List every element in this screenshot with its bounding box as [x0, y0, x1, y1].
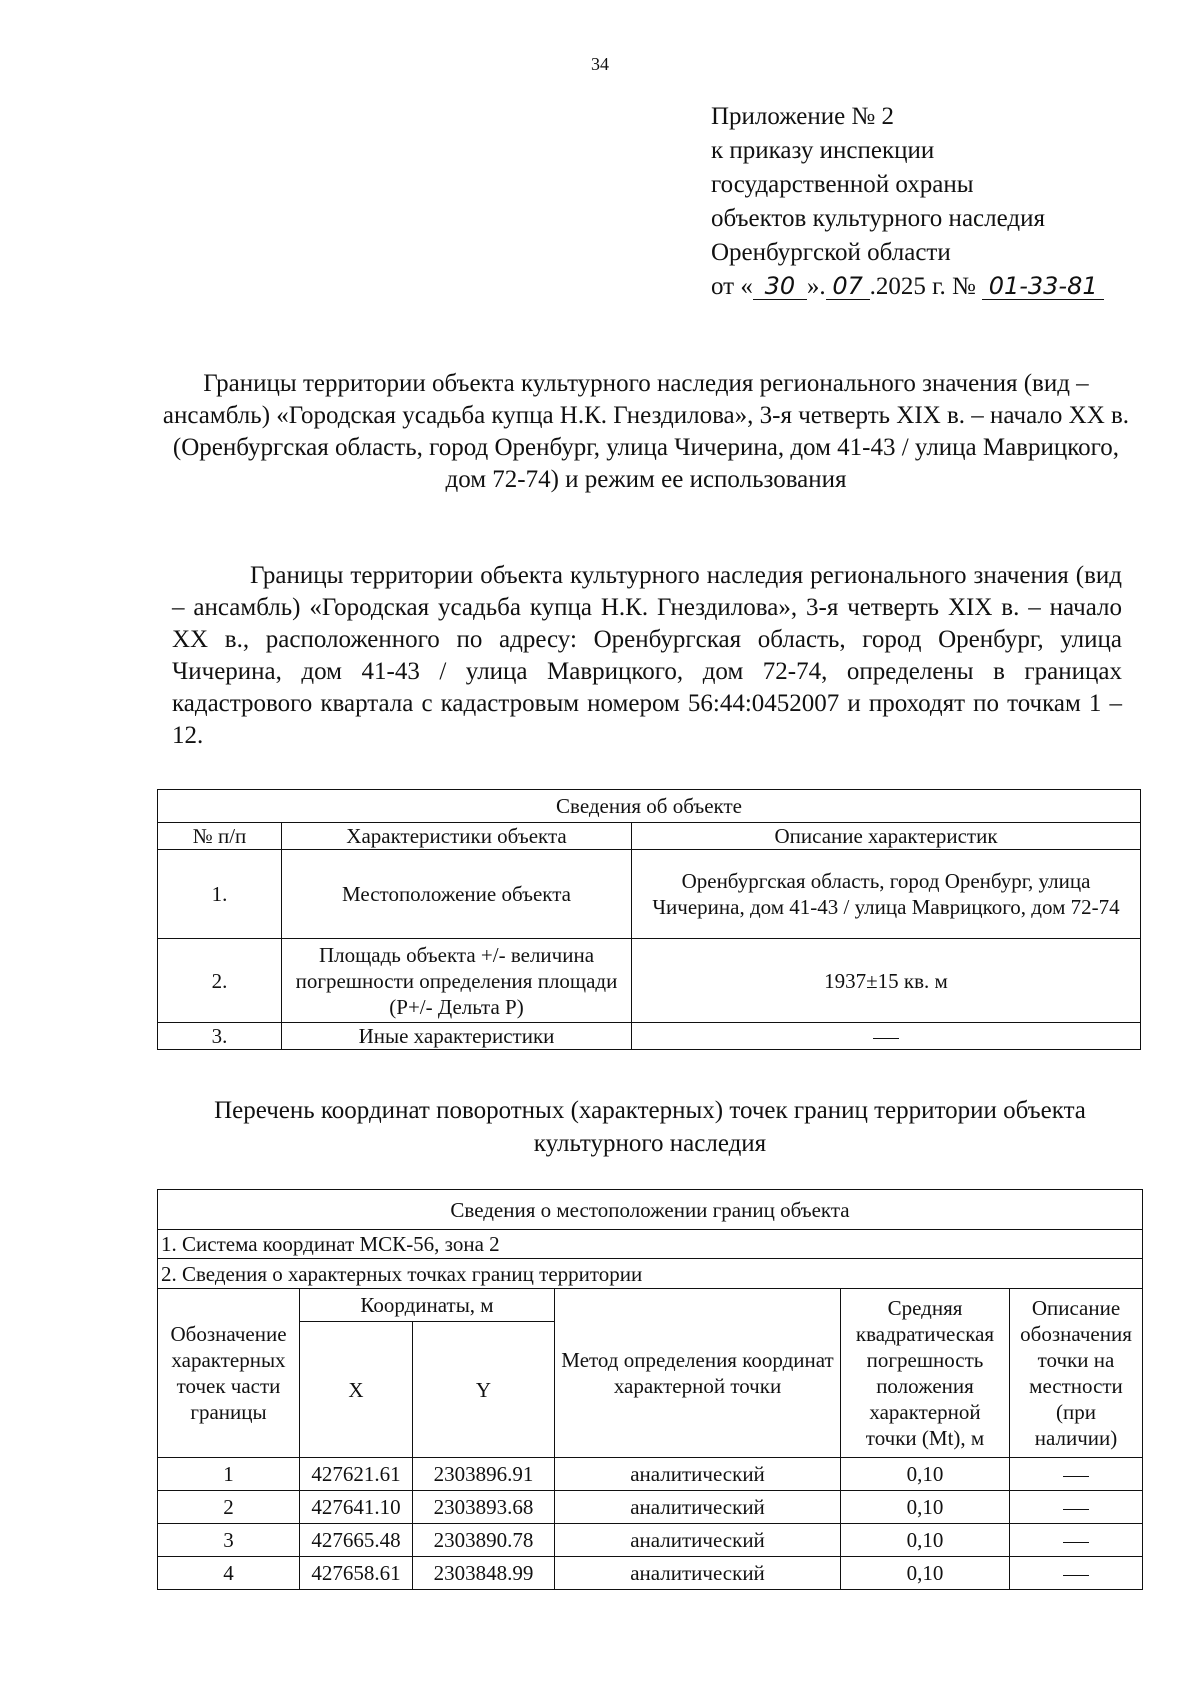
table-row: [158, 850, 1141, 939]
handwritten-month: 07: [826, 273, 870, 300]
header-y: Y: [413, 1322, 555, 1458]
appendix-block: [711, 100, 1104, 304]
method: аналитический: [555, 1491, 841, 1524]
header-x: X: [300, 1322, 413, 1458]
point-description: [1010, 1458, 1143, 1491]
point-id: 1: [158, 1458, 300, 1491]
object-info-table: [157, 789, 1141, 1050]
table-row: [158, 939, 1141, 1023]
table-row: [158, 1023, 1141, 1050]
row-description: Оренбургская область, город Оренбург, улица Чичерина, дом 41-43 / улица Маврицкого, дом 72-74: [632, 850, 1141, 939]
coord-x: 427621.61: [300, 1458, 413, 1491]
row-number: 2.: [158, 939, 282, 1023]
point-id: 4: [158, 1557, 300, 1590]
row-characteristic: Иные характеристики: [282, 1023, 632, 1050]
coord-y: 2303893.68: [413, 1491, 555, 1524]
coord-x: 427641.10: [300, 1491, 413, 1524]
appendix-line: объектов культурного наследия: [711, 205, 1045, 232]
point-description: [1010, 1557, 1143, 1590]
row-characteristic: Местоположение объекта: [282, 850, 632, 939]
dash-mark: [1063, 1542, 1089, 1543]
date-prefix: от «: [711, 273, 753, 300]
body-paragraph: Границы территории объекта культурного наследия регионального значения (вид – ансамбль) «Городская усадьба купца Н.К. Гнездилова», 3-я четверть XIX в. – начало XX в., расположенного по адресу: Оренбургская область, город Оренбург, улица Чичерина, дом 41-43 / улица Маврицкого, дом 72-74, определены в границах кадастрового квартала с кадастровым номером 56:44:0452007 и проходят по точкам 1 – 12.: [172, 562, 1122, 749]
coordinate-system: 1. Система координат МСК-56, зона 2: [158, 1230, 1143, 1259]
appendix-line: государственной охраны: [711, 171, 974, 198]
dash-mark: [1063, 1476, 1089, 1477]
header-method: Метод определения координат характерной точки: [555, 1289, 841, 1458]
method: аналитический: [555, 1458, 841, 1491]
document-title: Границы территории объекта культурного наследия регионального значения (вид – ансамбль) «Городская усадьба купца Н.К. Гнездилова», 3-я четверть XIX в. – начало XX в. (Оренбургская область, город Оренбург, улица Чичерина, дом 41-43 / улица Маврицкого, дом 72-74) и режим ее использования: [162, 370, 1130, 493]
coord-y: 2303890.78: [413, 1524, 555, 1557]
column-header: Описание характеристик: [632, 823, 1141, 850]
method: аналитический: [555, 1524, 841, 1557]
point-id: 3: [158, 1524, 300, 1557]
appendix-line: Оренбургской области: [711, 239, 951, 266]
header-description: Описание обозначения точки на местности (при наличии): [1010, 1289, 1143, 1458]
coord-y: 2303848.99: [413, 1557, 555, 1590]
section-title: 2. Сведения о характерных точках границ территории: [158, 1259, 1143, 1289]
table-caption: Сведения о местоположении границ объекта: [158, 1190, 1143, 1230]
coordinates-table: [157, 1189, 1143, 1590]
appendix-line: к приказу инспекции: [711, 137, 935, 164]
coordinates-heading: Перечень координат поворотных (характерных) точек границ территории объекта культурного наследия: [214, 1097, 1086, 1157]
row-characteristic: Площадь объекта +/- величина погрешности определения площади (P+/- Дельта P): [282, 939, 632, 1023]
row-number: 3.: [158, 1023, 282, 1050]
date-separator: ».: [806, 273, 826, 300]
appendix-line: Приложение № 2: [711, 103, 895, 130]
dash-mark: [1063, 1575, 1089, 1576]
row-description: [632, 1023, 1141, 1050]
table-row: [158, 1524, 1143, 1557]
dash-mark: [873, 1038, 899, 1039]
table-row: [158, 1458, 1143, 1491]
header-coordinates: Координаты, м: [300, 1289, 555, 1322]
header-point: Обозначение характерных точек части границы: [158, 1289, 300, 1458]
method: аналитический: [555, 1557, 841, 1590]
handwritten-day: 30: [753, 273, 807, 300]
handwritten-order-number: 01-33-81: [982, 273, 1104, 300]
dash-mark: [1063, 1509, 1089, 1510]
date-year: .2025 г. №: [869, 273, 976, 300]
error: 0,10: [841, 1458, 1010, 1491]
row-number: 1.: [158, 850, 282, 939]
table-row: [158, 1491, 1143, 1524]
coord-x: 427658.61: [300, 1557, 413, 1590]
error: 0,10: [841, 1557, 1010, 1590]
table-row: [158, 1557, 1143, 1590]
header-error: Средняя квадратическая погрешность положения характерной точки (Mt), м: [841, 1289, 1010, 1458]
error: 0,10: [841, 1491, 1010, 1524]
point-description: [1010, 1491, 1143, 1524]
point-id: 2: [158, 1491, 300, 1524]
row-description: 1937±15 кв. м: [632, 939, 1141, 1023]
point-description: [1010, 1524, 1143, 1557]
column-header: № п/п: [158, 823, 282, 850]
appendix-date-line: [711, 270, 1104, 304]
page-number: 34: [591, 54, 609, 74]
coord-x: 427665.48: [300, 1524, 413, 1557]
error: 0,10: [841, 1524, 1010, 1557]
table-caption: Сведения об объекте: [158, 790, 1141, 823]
column-header: Характеристики объекта: [282, 823, 632, 850]
coord-y: 2303896.91: [413, 1458, 555, 1491]
